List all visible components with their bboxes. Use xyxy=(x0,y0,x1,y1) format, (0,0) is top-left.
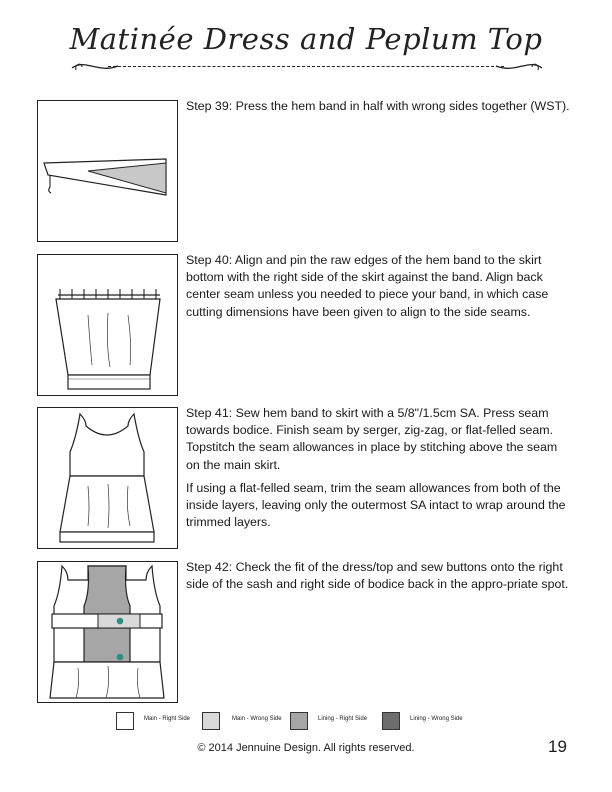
legend-swatch xyxy=(382,712,400,730)
step-41-illustration xyxy=(37,407,178,549)
legend-label: Lining - Right Side xyxy=(318,716,368,722)
legend-label: Main - Wrong Side xyxy=(232,716,282,722)
step-40-paragraph-1: Step 40: Align and pin the raw edges of the hem band to the skirt bottom with the right side of the skirt against the band. Align back center seam unless you needed to piece your band, in which case cutting dimensions have been given to align to the side seams. xyxy=(186,253,549,319)
step-42-paragraph-1: Step 42: Check the fit of the dress/top and sew buttons onto the right side of the sash and right side of bodice back in the appro-priate spot. xyxy=(186,560,569,592)
step-42-text xyxy=(186,559,572,599)
page-header xyxy=(0,0,612,92)
step-42-illustration xyxy=(37,561,178,703)
step-39-paragraph-1: Step 39: Press the hem band in half with wrong sides together (WST). xyxy=(186,99,570,113)
page-title: Matinée Dress and Peplum Top xyxy=(69,22,543,56)
step-40-text xyxy=(186,252,572,327)
title-dashed-underline xyxy=(108,66,504,67)
fabric-legend xyxy=(0,712,612,734)
step-41-paragraph-1: Step 41: Sew hem band to skirt with a 5/8"/1.5cm SA. Press seam towards bodice. Finish seam by serger, zig-zag, or flat-felled seam. Topstitch the seam allowances in place by stitching above the seam on the main skirt. xyxy=(186,406,558,472)
legend-label: Lining - Wrong Side xyxy=(410,716,463,722)
step-40-illustration xyxy=(37,254,178,396)
legend-swatch xyxy=(202,712,220,730)
step-41-paragraph-2: If using a flat-felled seam, trim the seam allowances from both of the inside layers, leaving only the outermost SA intact to wrap around the trimmed layers. xyxy=(186,480,566,530)
right-swirl-ornament xyxy=(494,48,544,78)
legend-swatch xyxy=(116,712,134,730)
legend-label: Main - Right Side xyxy=(144,716,191,722)
left-swirl-ornament xyxy=(70,48,120,78)
step-39-text xyxy=(186,98,572,121)
step-41-text xyxy=(186,405,572,537)
step-39-illustration xyxy=(37,100,178,242)
copyright-notice: © 2014 Jennuine Design. All rights reserved. xyxy=(197,742,415,754)
legend-swatch xyxy=(290,712,308,730)
page-number: 19 xyxy=(548,737,567,756)
